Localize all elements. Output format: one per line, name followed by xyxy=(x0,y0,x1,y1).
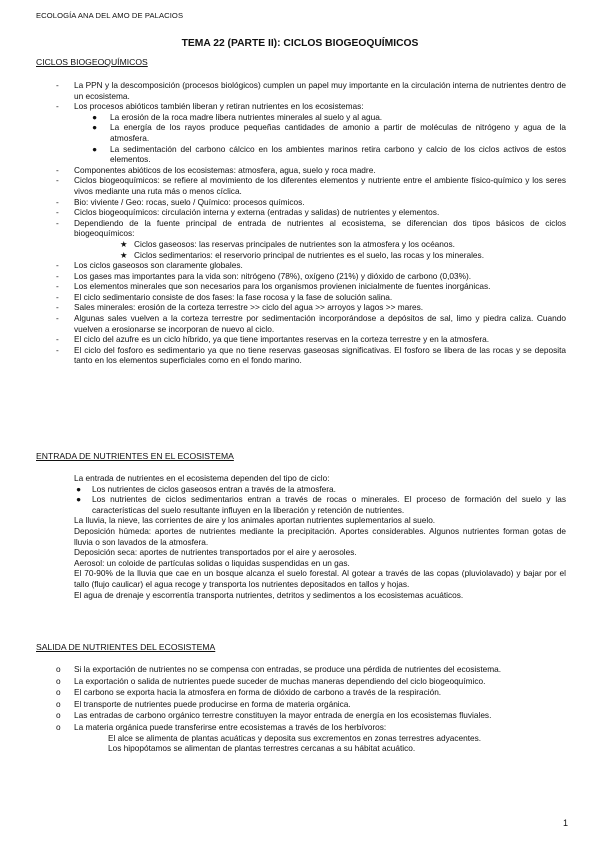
dash-marker: - xyxy=(56,270,59,281)
dash-marker: - xyxy=(56,334,59,345)
sub-list-item: ● La erosión de la roca madre libera nutrientes minerales al suelo y al agua. xyxy=(92,111,383,122)
circle-bullet-icon: o xyxy=(56,687,61,698)
paragraph: Deposición húmeda: aportes de nutrientes mediante la precipitación. Aportes considerables. Algunos nutrientes forman gotas de lluvia o son lavados de la atmosfera. xyxy=(74,525,566,547)
list-item: o El carbono se exporta hacia la atmosfera en forma de dióxido de carbono a través de la respiración. xyxy=(56,687,442,698)
circle-bullet-icon: o xyxy=(56,664,61,674)
list-item: - Ciclos biogeoquímicos: se refiere al movimiento de los diferentes elementos y nutriente entre el ambiente físico-químico y los seres vivos mediante una ruta más o menos cíclica. xyxy=(56,175,566,196)
bullet-dot-icon: ● xyxy=(76,494,82,505)
paragraph: El 70-90% de la lluvia que cae en un bosque alcanza el suelo forestal. Al gotear a través de las copas (pluviolavado) y bajar por el tallo (flujo caulicar) el agua recoge y transporta los nutrientes depositados en tallos y hojas. xyxy=(74,568,566,589)
circle-bullet-icon: o xyxy=(56,675,61,686)
star-bullet-icon: ★ xyxy=(120,249,128,260)
bullet-dot-icon: ● xyxy=(92,143,98,154)
section-heading-salida: SALIDA DE NUTRIENTES DEL ECOSISTEMA xyxy=(36,642,216,652)
dash-marker: - xyxy=(56,260,59,271)
dash-marker: - xyxy=(56,217,59,228)
list-item: - La PPN y la descomposición (procesos biológicos) cumplen un papel muy importante en la circulación interna de nutrientes dentro de un ecosistema. xyxy=(56,80,566,101)
paragraph: Aerosol: un coloide de partículas solidas o liquidas suspendidas en un gas. xyxy=(74,557,350,568)
section-salida-list xyxy=(36,664,566,755)
section-heading-entrada: ENTRADA DE NUTRIENTES EN EL ECOSISTEMA xyxy=(36,451,234,461)
sub-list-item: ● Los nutrientes de ciclos gaseosos entran a través de la atmosfera. xyxy=(76,483,336,494)
section-ciclos-list xyxy=(36,80,566,366)
list-item: - El ciclo del fosforo es sedimentario ya que no tiene reservas gaseosas significativas. El fosforo se libera de las rocas y se deposita tanto en los elementos superficiales como en el fondo marino. xyxy=(56,344,566,366)
dash-marker: - xyxy=(56,80,59,90)
entry-bullets xyxy=(74,484,566,516)
dash-marker: - xyxy=(56,291,59,302)
paragraph: El agua de drenaje y escorrentía transporta nutrientes, detritos y sedimentos a los ecosistemas acuáticos. xyxy=(74,589,464,600)
section-entrada-body xyxy=(74,473,566,600)
circle-bullet-icon: o xyxy=(56,710,61,721)
page-title: TEMA 22 (PARTE II): CICLOS BIOGEOQUÍMICOS xyxy=(181,38,419,49)
bullet-dot-icon: ● xyxy=(76,483,82,494)
dash-marker: - xyxy=(56,313,59,324)
dash-marker: - xyxy=(56,196,59,207)
sub-list-item: ★ Ciclos sedimentarios: el reservorio principal de nutrientes es el suelo, las rocas y los minerales. xyxy=(120,249,485,260)
dash-marker: - xyxy=(56,302,59,313)
sub-list xyxy=(74,112,566,165)
list-item: o Si la exportación de nutrientes no se compensa con entradas, se produce una pérdida de nutrientes del ecosistema. xyxy=(56,664,502,674)
list-item: - El ciclo sedimentario consiste de dos fases: la fase rocosa y la fase de solución salina. xyxy=(56,291,393,302)
sub-list-item: ● La energía de los rayos produce pequeñas cantidades de amonio a partir de moléculas de nitrógeno y agua de la atmosfera. xyxy=(92,122,566,143)
list-item: - Algunas sales vuelven a la corteza terrestre por sedimentación incorporándose a depósitos de sal, limo y piedra caliza. Cuando vuelven a erosionarse se incorporan de nuevo al ciclo. xyxy=(56,313,566,334)
page-number: 1 xyxy=(562,818,568,828)
list-item: - Componentes abióticos de los ecosistemas: atmosfera, agua, suelo y roca madre. xyxy=(56,164,376,175)
dash-marker: - xyxy=(56,281,59,292)
paragraph: Deposición seca: aportes de nutrientes transportados por el aire y aerosoles. xyxy=(74,547,357,558)
section-heading-ciclos: CICLOS BIOGEOQUÍMICOS xyxy=(36,57,148,67)
paragraph: La entrada de nutrientes en el ecosistema dependen del tipo de ciclo: xyxy=(74,473,330,483)
sub-list-item: ● Los nutrientes de ciclos sedimentarios entran a través de rocas o minerales. El proceso de formación del suelo y las características del suelo resultante influyen en la liberación y retención de nutrientes. xyxy=(76,494,566,515)
list-item: o Las entradas de carbono orgánico terrestre constituyen la mayor entrada de energía en los ecosistemas fluviales. xyxy=(56,710,492,721)
list-item: - Bio: viviente / Geo: rocas, suelo / Químico: procesos químicos. xyxy=(56,196,305,207)
dash-marker: - xyxy=(56,344,59,355)
list-item: o El transporte de nutrientes puede producirse en forma de materia orgánica. xyxy=(56,698,351,709)
list-item: - Los ciclos gaseosos son claramente globales. xyxy=(56,260,243,271)
list-item: - Dependiendo de la fuente principal de entrada de nutrientes al ecosistema, se diferencian dos tipos básicos de ciclos biogeoquímicos: ★ Ciclos gaseosos: las reservas principales de nutrientes son la atmosfera y los océanos. ★ Ciclos sedimentarios: el reservorio principal de nutrientes es el suelo, las rocas y los minerales. xyxy=(56,217,566,260)
running-header: ECOLOGÍA ANA DEL AMO DE PALACIOS xyxy=(36,11,184,20)
sub-list-item: ★ Ciclos gaseosos: las reservas principales de nutrientes son la atmosfera y los océanos. xyxy=(120,238,455,249)
star-bullet-icon: ★ xyxy=(120,238,128,249)
circle-bullet-icon: o xyxy=(56,721,61,732)
dash-marker: - xyxy=(56,101,59,112)
list-item: o La exportación o salida de nutrientes puede suceder de muchas maneras dependiendo del ciclo biogeoquímico. xyxy=(56,675,486,686)
sub-list-item: ● La sedimentación del carbono cálcico en los ambientes marinos retira carbono y calcio de los ciclos activos de estos elementos. xyxy=(92,143,566,165)
dash-marker: - xyxy=(56,207,59,218)
bullet-dot-icon: ● xyxy=(92,122,98,133)
circle-bullet-icon: o xyxy=(56,698,61,709)
list-item: - Los gases mas importantes para la vida son: nitrógeno (78%), oxígeno (21%) y dióxido de carbono (0,03%). xyxy=(56,270,472,281)
list-item: - El ciclo del azufre es un ciclo híbrido, ya que tiene importantes reservas en la corteza terrestre y en la atmosfera. xyxy=(56,334,490,345)
dash-marker: - xyxy=(56,164,59,175)
bullet-dot-icon: ● xyxy=(92,111,98,122)
paragraph: La lluvia, la nieve, las corrientes de aire y los animales aportan nutrientes suplementarios al suelo. xyxy=(74,515,436,526)
list-item: o La materia orgánica puede transferirse entre ecosistemas a través de los herbívoros: El alce se alimenta de plantas acuáticas y deposita sus excrementos en zonas terrestres adyacentes. Los hipopótamos se alimentan de plantas terrestres cercanas a su hábitat acuático. xyxy=(36,722,566,754)
list-item: - Los procesos abióticos también liberan y retiran nutrientes en los ecosistemas: ● La erosión de la roca madre libera nutrientes minerales al suelo y al agua. ● La energía de los rayos produce pequeñas cantidades de amonio a partir de moléculas de nitrógeno y agua de la atmosfera. ● La sedimentación del carbono cálcico en los ambientes marinos retira carbono y calcio de los ciclos activos de estos elementos. xyxy=(56,101,566,165)
dash-marker: - xyxy=(56,175,59,186)
example-line: Los hipopótamos se alimentan de plantas terrestres cercanas a su hábitat acuático. xyxy=(108,743,416,754)
list-item: - Los elementos minerales que son necesarios para los organismos provienen inicialmente de fuentes inorgánicas. xyxy=(56,281,491,292)
list-item: - Sales minerales: erosión de la corteza terrestre >> ciclo del agua >> arroyos y lagos >> mares. xyxy=(56,302,424,313)
list-item: - Ciclos biogeoquímicos: circulación interna y externa (entradas y salidas) de nutrientes y elementos. xyxy=(56,207,440,218)
example-line: El alce se alimenta de plantas acuáticas y deposita sus excrementos en zonas terrestres adyacentes. xyxy=(108,732,482,743)
cycle-types-list xyxy=(74,239,566,260)
